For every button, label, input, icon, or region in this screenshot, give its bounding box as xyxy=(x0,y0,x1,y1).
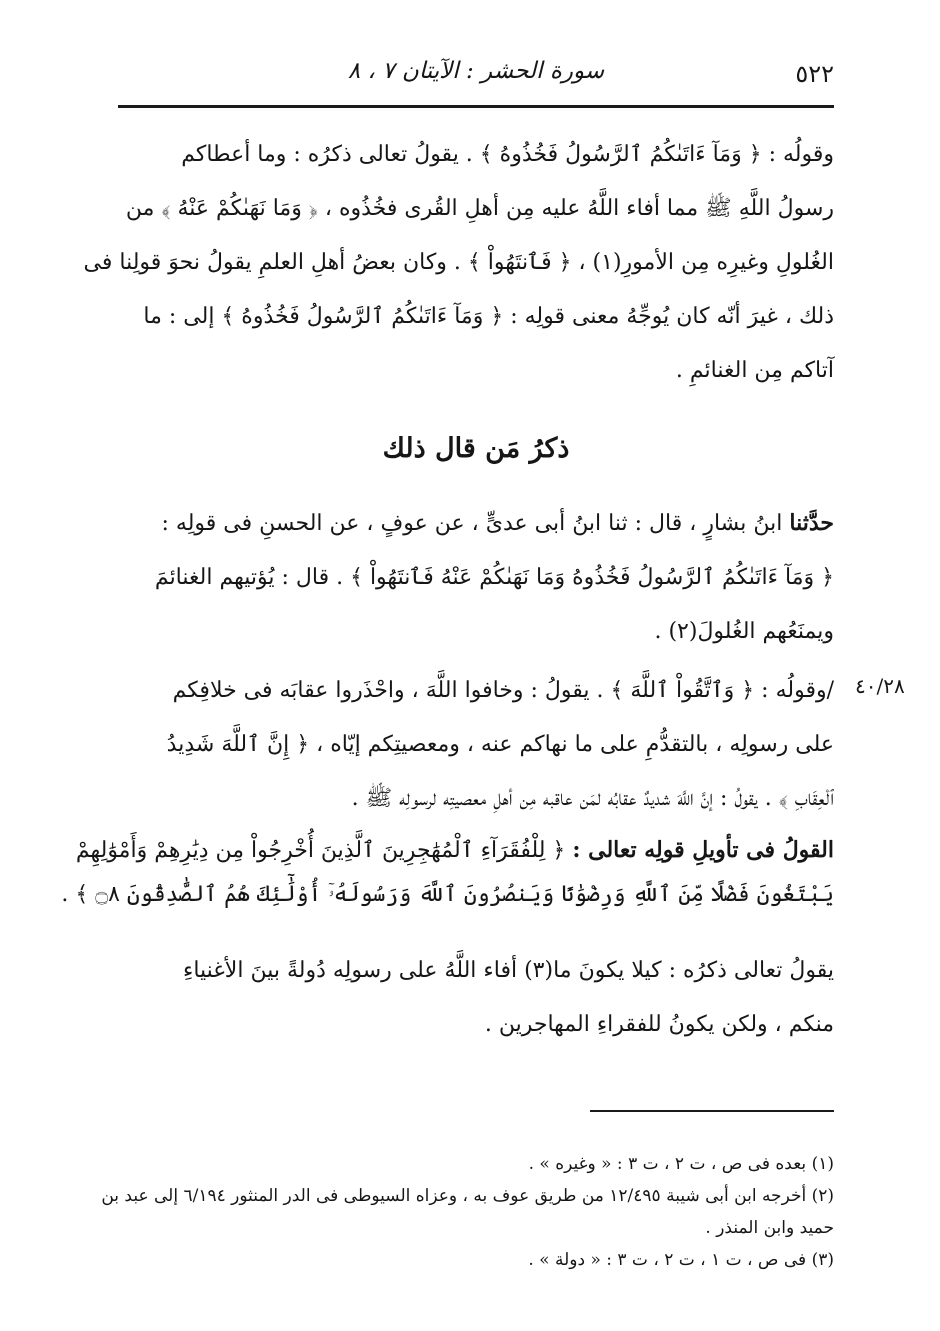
page-number: ٥٢٢ xyxy=(795,60,834,88)
text-line: /وقولُه : ﴿ وَٱتَّقُواْ ٱللَّهَ ﴾ . يقولُ : وخافوا اللَّهَ ، واحْذَروا عقابَه فى خلافِكم xyxy=(172,678,834,703)
text-segment: ابنُ بشارٍ ، قال : ثنا ابنُ أبى عدىٍّ ، عن عوفٍ ، عن الحسنِ فى قولِه : xyxy=(161,511,783,536)
footnote-continuation: حميد وابن المنذر . xyxy=(705,1218,834,1238)
footnote-rule xyxy=(590,1110,834,1112)
paragraph-4 xyxy=(61,828,834,917)
text-line: آتاكم مِن الغنائمِ . xyxy=(675,358,834,383)
margin-volume-reference: ٤٠/٢٨ xyxy=(855,674,905,698)
footnote: (٢) أخرجه ابن أبى شيبة ١٢/٤٩٥ من طريق عوف به ، وعزاه السيوطى فى الدر المنثور ٦/١٩٤ إلى عبد بن xyxy=(101,1186,834,1206)
paragraph-5 xyxy=(118,944,834,1052)
text-line: ويمنَعُهم الغُلولَ(٢) . xyxy=(654,619,834,644)
footnote: (١) بعده فى ص ، ت ٢ ، ت ٣ : « وغيره » . xyxy=(528,1154,834,1174)
text-line: على رسولِه ، بالتقدُّمِ على ما نهاكم عنه ، ومعصيتِكم إيّاه ، ﴿ إِنَّ ٱللَّهَ شَدِيدُ xyxy=(166,732,834,757)
lead-word: حدَّثنا xyxy=(789,510,834,536)
text-line: رسولُ اللَّهِ ﷺ مما أفاء اللَّهُ عليه مِن أهلِ القُرى فخُذُوه ، ﴿ وَمَا نَهَىٰكُمْ عَنْهُ ﴾ من xyxy=(125,196,834,221)
text-line: وقولُه : ﴿ وَمَآ ءَاتَىٰكُمُ ٱلرَّسُولُ فَخُذُوهُ ﴾ . يقولُ تعالى ذكرُه : وما أعطاكم xyxy=(181,142,834,167)
text-line: يَبْتَغُونَ فَضْلًا مِّنَ ٱللَّهِ وَرِضْوَٰنًا وَيَنصُرُونَ ٱللَّهَ وَرَسُولَهُۥٓ أُوْلَٰٓئِكَ هُمُ ٱلصَّٰدِقُونَ ۝٨ ﴾ . xyxy=(61,882,834,907)
paragraph-3 xyxy=(118,664,834,826)
paragraph-2 xyxy=(118,496,834,659)
text-line: ﴿ وَمَآ ءَاتَىٰكُمُ ٱلرَّسُولُ فَخُذُوهُ وَمَا نَهَىٰكُمْ عَنْهُ فَٱنتَهُواْ ﴾ . قال : يُؤتيهم الغنائمَ xyxy=(154,565,834,590)
footnote: (٣) فى ص ، ت ١ ، ت ٢ ، ت ٣ : « دولة » . xyxy=(528,1250,834,1270)
header-rule xyxy=(118,105,834,108)
paragraph-1 xyxy=(83,128,834,398)
text-line xyxy=(75,828,834,873)
text-line: الغُلولِ وغيرِه مِن الأمورِ(١) ، ﴿ فَٱنتَهُواْ ﴾ . وكان بعضُ أهلِ العلمِ يقولُ نحوَ قولِنا فى xyxy=(83,250,834,275)
text-line: يقولُ تعالى ذكرُه : كيلا يكونَ ما(٣) أفاء اللَّهُ على رسولِه دُولةً بينَ الأغنياءِ xyxy=(182,958,834,983)
footnotes xyxy=(101,1148,834,1276)
running-title: سورة الحشر : الآيتان ٧ ، ٨ xyxy=(347,58,605,84)
text-segment: ﴿ لِلْفُقَرَآءِ ٱلْمُهَٰجِرِينَ ٱلَّذِينَ أُخْرِجُواْ مِن دِيَٰرِهِمْ وَأَمْوَٰلِهِمْ xyxy=(75,838,566,863)
text-line xyxy=(118,496,834,551)
text-line: ٱلْعِقَابِ ﴾ . يقولُ : إنَّ اللَّهَ شديدٌ عقابُه لمَن عاقبه مِن أهلِ معصيتِه لرسولِه ﷺ . xyxy=(351,786,834,811)
text-line: ذلك ، غيرَ أنّه كان يُوجِّهُ معنى قولِه : ﴿ وَمَآ ءَاتَىٰكُمُ ٱلرَّسُولُ فَخُذُوهُ ﴾ إلى : ما xyxy=(143,304,834,329)
page-header xyxy=(118,52,834,96)
section-heading: ذكرُ مَن قال ذلك xyxy=(382,433,570,464)
lead-phrase: القولُ فى تأويلِ قولِه تعالى : xyxy=(572,837,834,863)
text-line: منكم ، ولكن يكونُ للفقراءِ المهاجرين . xyxy=(484,1012,834,1037)
